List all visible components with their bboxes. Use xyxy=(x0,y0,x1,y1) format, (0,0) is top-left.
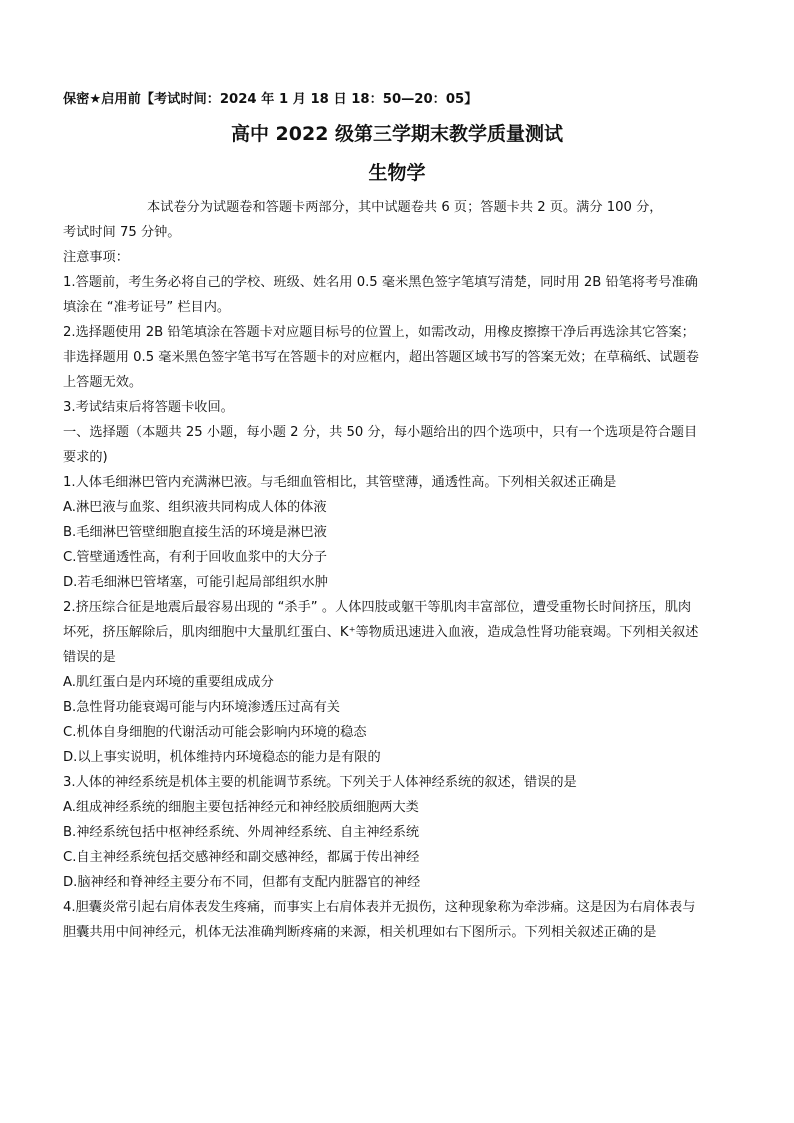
q2-stem-line-3: 错误的是 xyxy=(63,650,116,665)
note-3: 3.考试结束后将答题卡收回。 xyxy=(63,400,234,415)
notes-heading: 注意事项： xyxy=(63,250,129,265)
q3-option-d: D.脑神经和脊神经主要分布不同，但都有支配内脏器官的神经 xyxy=(63,875,421,890)
q2-stem-line-2: 坏死，挤压解除后，肌肉细胞中大量肌红蛋白、K⁺等物质迅速进入血液，造成急性肾功能衰竭。下列相关叙述 xyxy=(63,625,699,640)
intro-line-1: 本试卷分为试题卷和答题卡两部分，其中试题卷共 6 页；答题卡共 2 页。满分 100 分， xyxy=(147,200,663,215)
exam-title: 高中 2022 级第三学期末教学质量测试 xyxy=(230,123,564,145)
note-1-line-2: 填涂在 “准考证号” 栏目内。 xyxy=(63,300,231,315)
q4-stem-line-1: 4.胆囊炎常引起右肩体表发生疼痛，而事实上右肩体表并无损伤，这种现象称为牵涉痛。这是因为右肩体表与 xyxy=(63,900,696,915)
intro-line-2: 考试时间 75 分钟。 xyxy=(63,225,181,240)
q2-option-a: A.肌红蛋白是内环境的重要组成成分 xyxy=(63,675,274,690)
q3-option-b: B.神经系统包括中枢神经系统、外周神经系统、自主神经系统 xyxy=(63,825,420,840)
q1-stem: 1.人体毛细淋巴管内充满淋巴液。与毛细血管相比，其管壁薄，通透性高。下列相关叙述正确是 xyxy=(63,475,617,490)
note-2-line-1: 2.选择题使用 2B 铅笔填涂在答题卡对应题目标号的位置上，如需改动，用橡皮擦擦干净后再选涂其它答案； xyxy=(63,325,695,340)
q3-stem: 3.人体的神经系统是机体主要的机能调节系统。下列关于人体神经系统的叙述，错误的是 xyxy=(63,775,577,790)
q1-option-c: C.管壁通透性高，有利于回收血浆中的大分子 xyxy=(63,550,327,565)
q2-stem-line-1: 2.挤压综合征是地震后最容易出现的 “杀手” 。人体四肢或躯干等肌肉丰富部位，遭受重物长时间挤压，肌肉 xyxy=(63,600,692,615)
note-2-line-3: 上答题无效。 xyxy=(63,375,143,390)
q1-option-a: A.淋巴液与血浆、组织液共同构成人体的体液 xyxy=(63,500,327,515)
confidential-line: 保密★启用前【考试时间：2024 年 1 月 18 日 18：50—20：05】 xyxy=(63,92,478,107)
q2-option-b: B.急性肾功能衰竭可能与内环境渗透压过高有关 xyxy=(63,700,340,715)
q2-option-c: C.机体自身细胞的代谢活动可能会影响内环境的稳态 xyxy=(63,725,367,740)
q2-option-d: D.以上事实说明，机体维持内环境稳态的能力是有限的 xyxy=(63,750,381,765)
q4-stem-line-2: 胆囊共用中间神经元，机体无法准确判断疼痛的来源，相关机理如右下图所示。下列相关叙述正确的是 xyxy=(63,925,657,940)
subject-title: 生物学 xyxy=(368,162,426,184)
section-1-line-2: 要求的) xyxy=(63,450,108,465)
q3-option-c: C.自主神经系统包括交感神经和副交感神经，都属于传出神经 xyxy=(63,850,420,865)
section-1-line-1: 一、选择题（本题共 25 小题，每小题 2 分，共 50 分，每小题给出的四个选项中，只有一个选项是符合题目 xyxy=(63,425,698,440)
q1-option-b: B.毛细淋巴管壁细胞直接生活的环境是淋巴液 xyxy=(63,525,327,540)
q1-option-d: D.若毛细淋巴管堵塞，可能引起局部组织水肿 xyxy=(63,575,328,590)
note-2-line-2: 非选择题用 0.5 毫米黑色签字笔书写在答题卡的对应框内，超出答题区域书写的答案无效；在草稿纸、试题卷 xyxy=(63,350,699,365)
q3-option-a: A.组成神经系统的细胞主要包括神经元和神经胶质细胞两大类 xyxy=(63,800,419,815)
note-1-line-1: 1.答题前，考生务必将自己的学校、班级、姓名用 0.5 毫米黑色签字笔填写清楚，同时用 2B 铅笔将考号准确 xyxy=(63,275,698,290)
